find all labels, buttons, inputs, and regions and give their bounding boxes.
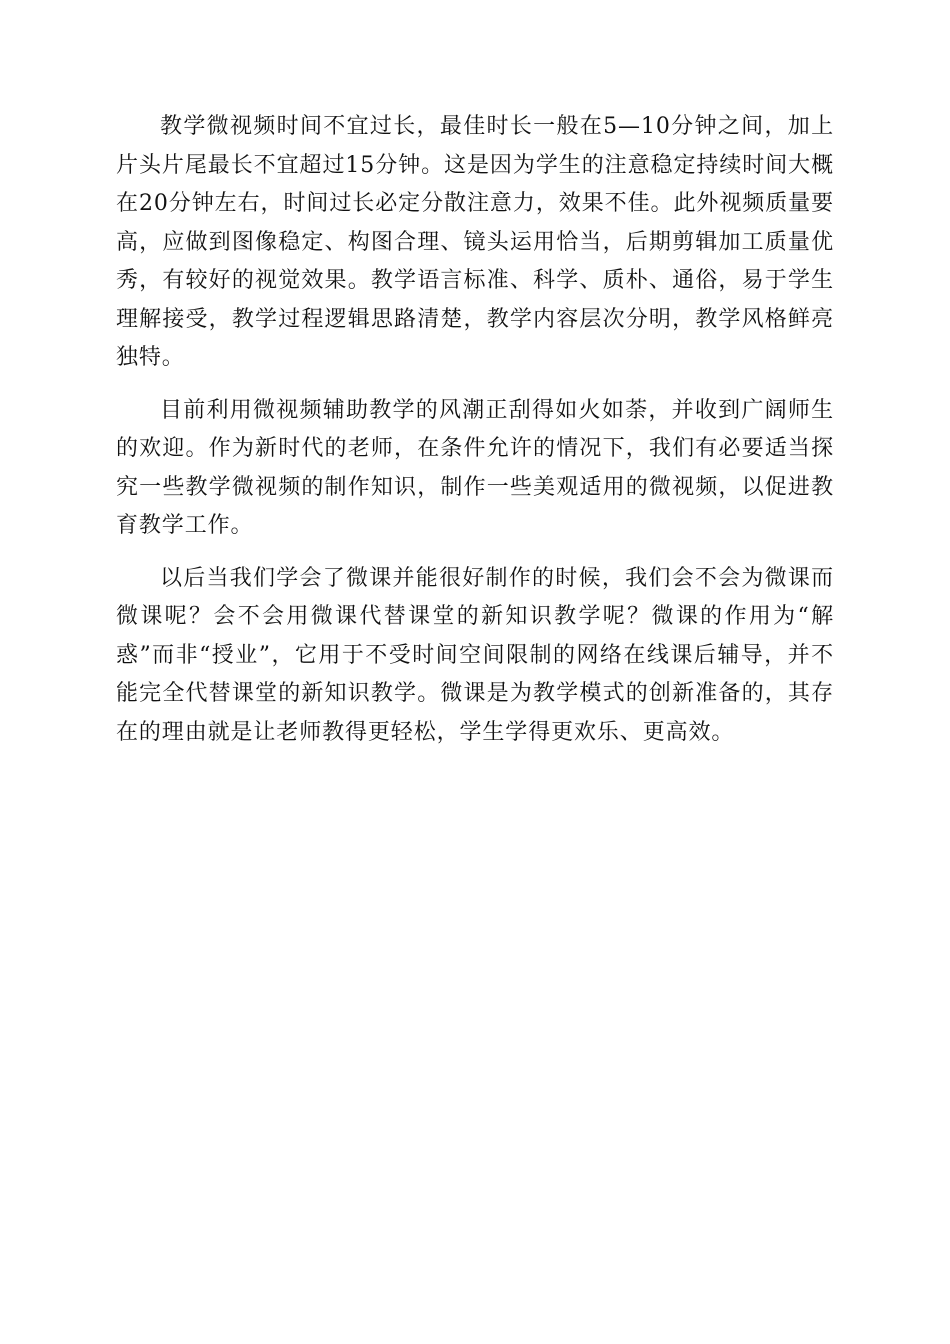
- paragraph-video-length: 教学微视频时间不宜过长，最佳时长一般在5—10分钟之间，加上片头片尾最长不宜超过15分钟。这是因为学生的注意稳定持续时间大概在20分钟左右，时间过长必定分散注意力，效果不佳。此外视频质量要高，应做到图像稳定、构图合理、镜头运用恰当，后期剪辑加工质量优秀，有较好的视觉效果。教学语言标准、科学、质朴、通俗，易于学生理解接受，教学过程逻辑思路清楚，教学内容层次分明，教学风格鲜亮独特。: [116, 114, 834, 370]
- paragraph-micro-course-role: 以后当我们学会了微课并能很好制作的时候，我们会不会为微课而微课呢？会不会用微课代替课堂的新知识教学呢？微课的作用为“解惑”而非“授业”，它用于不受时间空间限制的网络在线课后辅导，并不能完全代替课堂的新知识教学。微课是为教学模式的创新准备的，其存在的理由就是让老师教得更轻松，学生学得更欢乐、更高效。: [116, 565, 834, 745]
- document-body: [116, 108, 834, 766]
- paragraph-teaching-trend: 目前利用微视频辅助教学的风潮正刮得如火如荼，并收到广阔师生的欢迎。作为新时代的老师，在条件允许的情况下，我们有必要适当探究一些教学微视频的制作知识，制作一些美观适用的微视频，以促进教育教学工作。: [116, 397, 834, 538]
